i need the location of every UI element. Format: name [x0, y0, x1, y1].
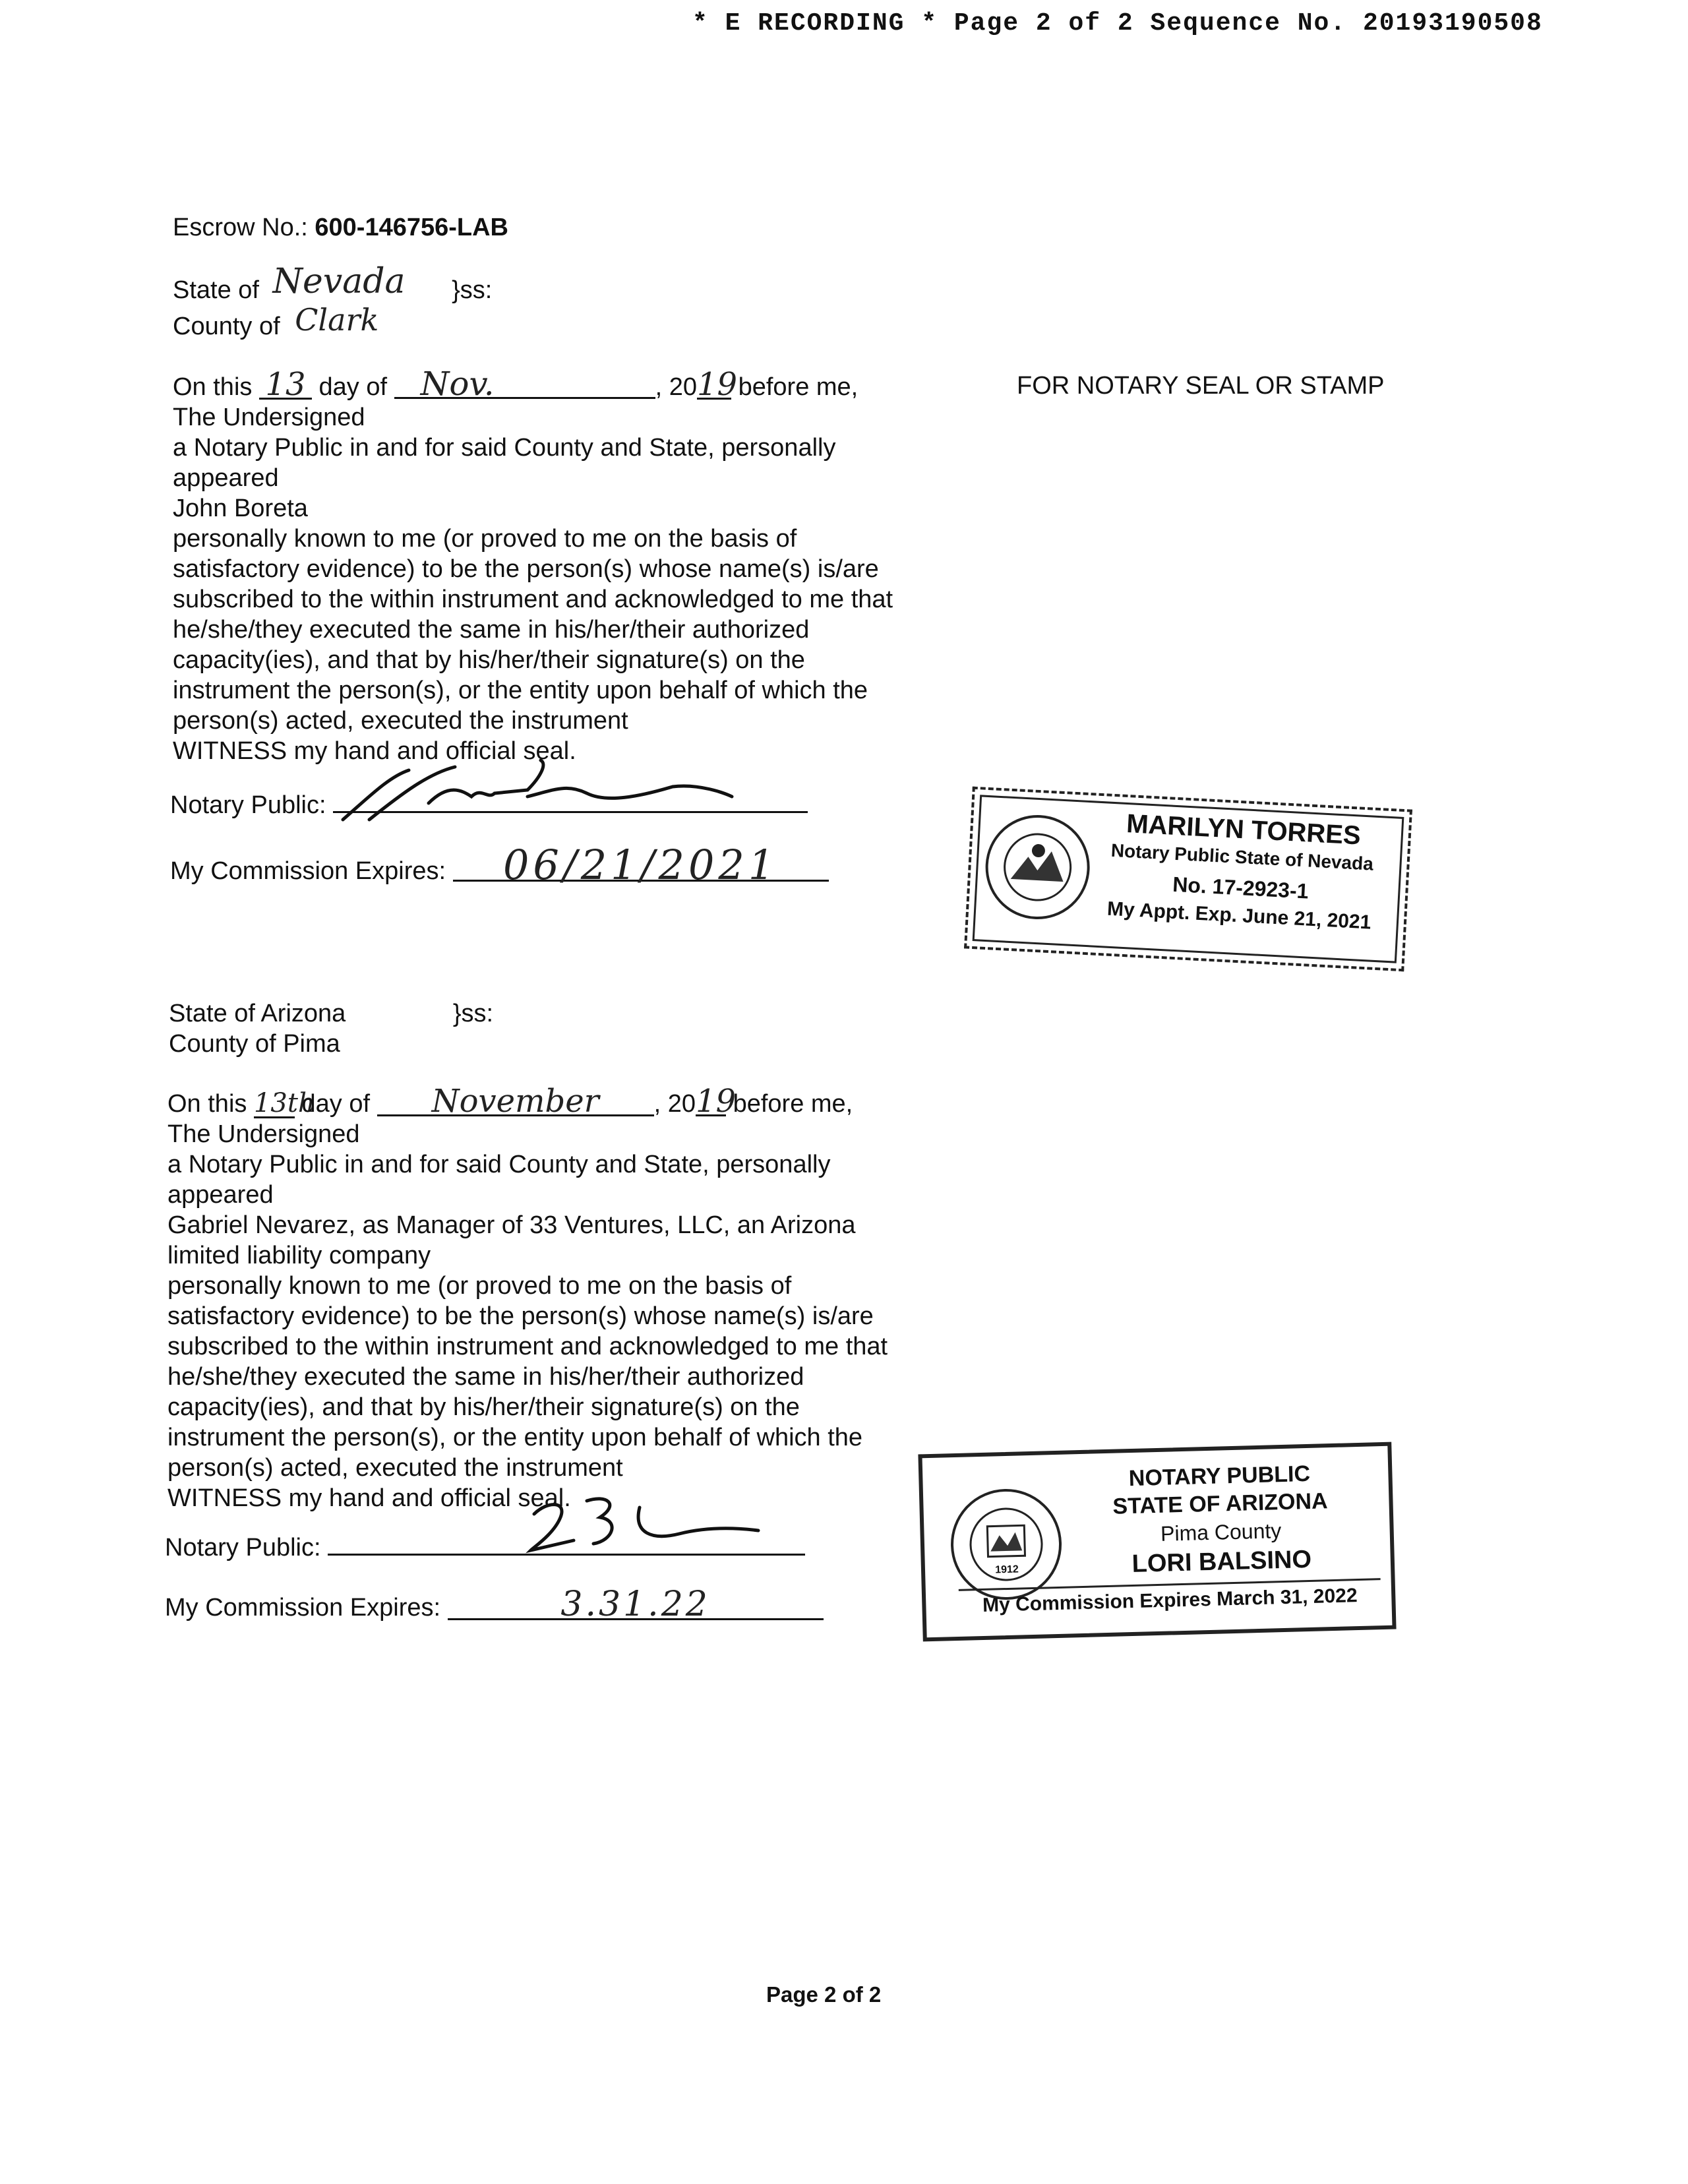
- venue-state-line-az: State of Arizona }ss:: [169, 1000, 494, 1027]
- appearing-person: John Boreta: [173, 495, 308, 522]
- acknowledgment-arizona-body: On this 13th day of November , 2019 before me, The Undersigned a Notary Public in and for said County and State, personally appeared Gabriel Nevarez, as Manager of 33 Ventures, LLC, an Arizona limited liability company personally known to me (or proved to me on the basis of satisfactory evidence) to be the person(s) whose name(s) is/are subscribed to the within instrument and acknowledged to me that he/she/they executed the same in his/her/their authorized capacity(ies), and that by his/her/their signature(s) on the instrument the person(s), or the entity upon behalf of which the person(s) acted, executed the instrument WITNESS my hand and official seal.: [167, 1083, 888, 1512]
- acknowledgment-nevada-body: On this 13 day of Nov. , 2019 before me, The Undersigned a Notary Public in and for said County and State, personally appeared John Boreta personally known to me (or proved to me on the basis of satisfactory evidence) to be the person(s) whose name(s) is/are subscribed to the within instrument and acknowledged to me that he/she/they executed the same in his/her/their authorized capacity(ies), and that by his/her/their signature(s) on the instrument the person(s), or the entity upon behalf of which the person(s) acted, executed the instrument WITNESS my hand and official seal.: [173, 365, 893, 765]
- stamp-nv-name: MARILYN TORRES: [1126, 809, 1362, 851]
- recording-header: * E RECORDING * Page 2 of 2 Sequence No. 20193190508: [692, 9, 1543, 38]
- notary-signature-arizona: [521, 1488, 785, 1560]
- year-blank: 19: [697, 366, 738, 403]
- month-blank: Nov.: [394, 371, 655, 399]
- stamp-az-line1: NOTARY PUBLIC: [1128, 1461, 1311, 1492]
- stamp-nv-title: Notary Public State of Nevada: [1110, 839, 1374, 874]
- nevada-seal-icon: [983, 812, 1093, 922]
- stamp-az-expiry: My Commission Expires March 31, 2022: [959, 1578, 1381, 1618]
- notary-signature-nevada: [330, 757, 804, 830]
- month-blank-az: November: [377, 1088, 654, 1116]
- stamp-az-name: LORI BALSINO: [1131, 1545, 1312, 1579]
- seal-stamp-heading: FOR NOTARY SEAL OR STAMP: [1017, 372, 1385, 400]
- commission-line-2: My Commission Expires: 3.31.22: [165, 1591, 824, 1623]
- day-blank-az: 13th: [253, 1088, 315, 1118]
- commission-date-nevada: 06/21/2021: [453, 851, 829, 882]
- year-blank-az: 19: [696, 1083, 737, 1120]
- seal-year: 1912: [995, 1563, 1019, 1576]
- commission-date-arizona: 3.31.22: [448, 1591, 824, 1620]
- notary-public-line-2: Notary Public:: [165, 1532, 805, 1563]
- stamp-az-line2: STATE OF ARIZONA: [1112, 1488, 1329, 1519]
- stamp-az-county: Pima County: [1160, 1519, 1282, 1546]
- acknowledgment-arizona: State of Arizona }ss: County of Pima: [169, 1000, 494, 1058]
- appearing-person-az: Gabriel Nevarez, as Manager of 33 Ventures, LLC, an Arizona: [167, 1211, 856, 1239]
- stamp-nv-expiry: My Appt. Exp. June 21, 2021: [1106, 897, 1372, 934]
- escrow-value: 600-146756-LAB: [315, 214, 508, 241]
- on-this-line-az: On this 13th day of November , 2019 before me,: [167, 1083, 853, 1120]
- handwritten-county: Clark: [295, 302, 379, 338]
- commission-line-1: My Commission Expires: 06/21/2021: [170, 851, 829, 886]
- page-number: Page 2 of 2: [766, 1982, 882, 2007]
- handwritten-state: Nevada: [272, 262, 406, 301]
- venue-state-line: State of Nevada }ss:: [173, 262, 493, 304]
- notary-stamp-nevada: [964, 787, 1412, 972]
- venue-county-line: County of Clark: [173, 302, 379, 340]
- arizona-seal-icon: [950, 1488, 1063, 1601]
- on-this-line: On this 13 day of Nov. , 2019 before me,: [173, 365, 859, 403]
- acknowledgment-nevada: [173, 262, 493, 342]
- escrow-label: Escrow No.:: [173, 214, 308, 241]
- stamp-nv-number: No. 17-2923-1: [1172, 872, 1310, 903]
- day-blank: 13: [259, 371, 312, 400]
- notary-public-line-1: Notary Public:: [170, 790, 808, 820]
- escrow-number: [173, 212, 508, 243]
- notary-stamp-arizona: [918, 1442, 1396, 1642]
